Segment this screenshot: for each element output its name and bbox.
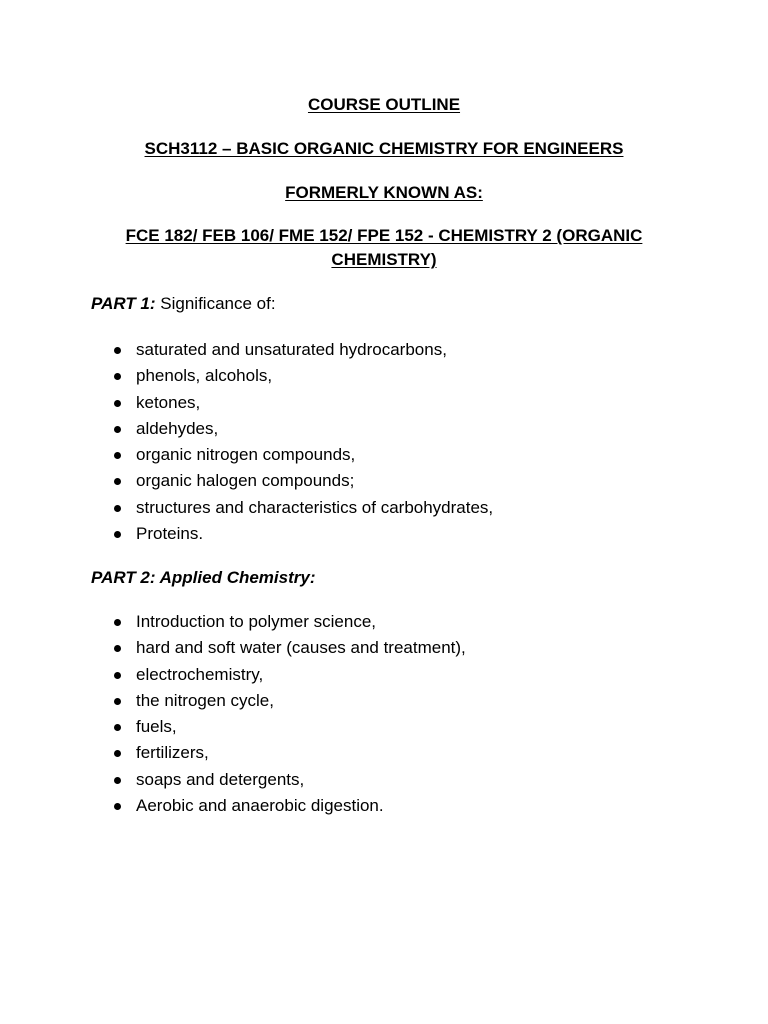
part2-heading — [91, 566, 316, 590]
bullet-icon — [114, 672, 121, 679]
list-item-text: fertilizers, — [136, 743, 209, 763]
bullet-icon — [114, 724, 121, 731]
bullet-icon — [114, 645, 121, 652]
bullet-icon — [114, 619, 121, 626]
part1-heading — [91, 292, 276, 316]
bullet-icon — [114, 400, 121, 407]
bullet-icon — [114, 347, 121, 354]
bullet-icon — [114, 803, 121, 810]
list-item — [110, 767, 466, 793]
list-item-text: Introduction to polymer science, — [136, 612, 377, 631]
bullet-icon — [114, 750, 121, 757]
bullet-icon — [114, 426, 121, 433]
list-item — [110, 609, 466, 635]
list-item — [110, 337, 493, 363]
list-item — [110, 688, 466, 714]
part1-list — [110, 337, 493, 547]
list-item — [110, 635, 466, 661]
list-item-text: fuels, — [136, 717, 177, 737]
list-item — [110, 740, 466, 766]
part2-label: PART 2: Applied Chemistry: — [91, 568, 316, 587]
document-title: COURSE OUTLINE — [307, 95, 461, 114]
list-item — [110, 416, 493, 442]
list-item-text: soaps and detergents, — [136, 769, 305, 789]
list-item-text: hard and soft water (causes and treatment), — [136, 638, 466, 658]
former-codes-heading: FCE 182/ FEB 106/ FME 152/ FPE 152 - CHEMISTRY 2 (ORGANIC CHEMISTRY) — [125, 226, 643, 269]
course-code-heading: SCH3112 – BASIC ORGANIC CHEMISTRY FOR ENGINEERS — [144, 139, 624, 158]
list-item-text: electrochemistry, — [136, 664, 264, 684]
list-item — [110, 793, 466, 819]
list-item — [110, 390, 493, 416]
list-item-text: ketones, — [136, 392, 201, 412]
bullet-icon — [114, 698, 121, 705]
list-item — [110, 714, 466, 740]
formerly-known-heading: FORMERLY KNOWN AS: — [285, 183, 483, 202]
list-item — [110, 521, 493, 547]
list-item-text: Aerobic and anaerobic digestion. — [136, 796, 384, 816]
list-item-text: structures and characteristics of carbohydrates, — [136, 497, 494, 517]
bullet-icon — [114, 452, 121, 459]
list-item — [110, 662, 466, 688]
bullet-icon — [114, 505, 121, 512]
bullet-icon — [114, 478, 121, 485]
bullet-icon — [114, 777, 121, 784]
part1-label: PART 1: — [91, 294, 156, 313]
list-item — [110, 495, 493, 521]
part2-list — [110, 609, 466, 819]
list-item — [110, 468, 493, 494]
list-item-text: organic nitrogen compounds, — [136, 445, 356, 465]
part1-heading-text: Significance of: — [155, 294, 276, 313]
list-item — [110, 363, 493, 389]
list-item-text: organic halogen compounds; — [136, 471, 355, 491]
list-item-text: phenols, alcohols, — [136, 366, 273, 386]
bullet-icon — [114, 531, 121, 538]
list-item-text: the nitrogen cycle, — [136, 690, 274, 710]
list-item-text: saturated and unsaturated hydrocarbons, — [136, 340, 447, 359]
list-item — [110, 442, 493, 468]
list-item-text: Proteins. — [136, 524, 204, 544]
list-item-text: aldehydes, — [136, 418, 219, 438]
bullet-icon — [114, 373, 121, 380]
